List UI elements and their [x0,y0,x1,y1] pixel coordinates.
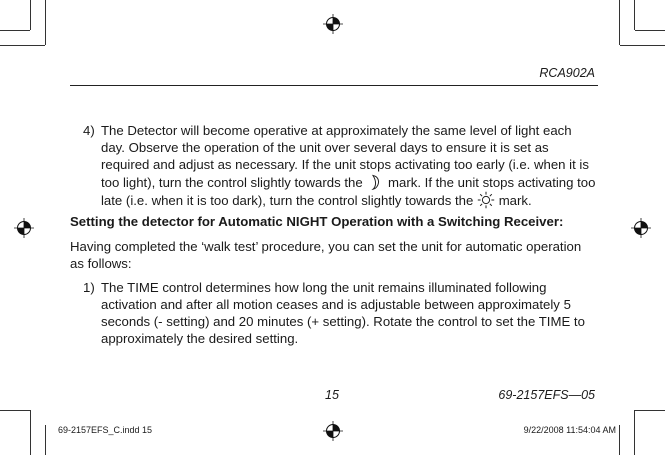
registration-mark-icon [323,14,343,34]
step-1-text: The TIME control determines how long the unit remains illuminated following activation and after all motion ceases and is adjustable between approximately 5 seconds (- setting) and 20 minutes (+ setting). Rotate the control to set the TIME to approximately the desired setting. [101,279,585,347]
step-4-item [70,122,598,209]
crop-mark [30,0,31,30]
crop-mark [620,45,665,46]
crop-mark [635,410,665,411]
moon-icon [366,173,384,191]
crop-mark [635,30,665,31]
step-4-text-a: The Detector will become operative at approximately the same level of light each day. Observe the operation of the unit over several days to ensure it is set as required and adjust as necessary. If the unit stops activating too early (i.e. when it is too light), turn the control slightly towards the [101,123,589,191]
registration-mark-icon [323,421,343,441]
crop-mark [45,0,46,45]
page-number: 15 [325,388,339,402]
step-number: 1) [83,279,95,295]
crop-mark [45,425,46,455]
page-content [70,122,598,347]
step-1-item [70,279,598,347]
registration-mark-icon [14,218,34,238]
section-intro: Having completed the ‘walk test’ procedure, you can set the unit for automatic operation as follows: [70,238,582,271]
section-heading: Setting the detector for Automatic NIGHT Operation with a Switching Receiver: [70,214,564,230]
model-header: RCA902A [539,66,595,80]
document-code: 69-2157EFS—05 [498,388,595,402]
crop-mark [619,0,620,45]
crop-mark [0,30,30,31]
sun-icon [477,191,495,209]
crop-mark [634,410,635,455]
step-4-text-c: mark. [495,193,532,209]
header-rule [70,85,598,86]
crop-mark [619,425,620,455]
step-4-text-b: mark. If the unit stops activating too late (i.e. when it is too dark), turn the control slightly towards the [101,175,596,209]
crop-mark [634,0,635,30]
slug-timestamp: 9/22/2008 11:54:04 AM [523,425,616,435]
step-number: 4) [83,123,95,138]
crop-mark [30,410,31,455]
crop-mark [0,410,30,411]
slug-file: 69-2157EFS_C.indd 15 [58,425,153,435]
crop-mark [0,45,45,46]
registration-mark-icon [631,218,651,238]
